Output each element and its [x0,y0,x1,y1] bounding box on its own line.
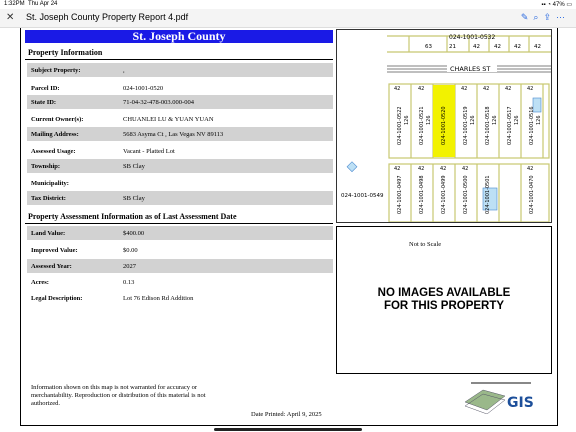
row-owner [27,112,333,126]
parcel-label: 024-1001-0516 [529,106,535,145]
toolbar-icons [521,12,570,23]
row-value: $0.00 [123,247,138,254]
document-title: St. Joseph County Property Report 4.pdf [26,12,189,22]
row-value: 0.13 [123,279,135,286]
row-label: Current Owner(s): [31,116,84,123]
frontage-label: 42 [505,86,512,92]
lot-label: 42 [494,44,501,50]
row-label: Township: [31,163,61,170]
gis-logo-graphic [461,380,541,414]
row-value: 024-1001-0520 [123,85,164,92]
row-value: Vacant - Platted Lot [123,148,175,155]
row-state-id [27,95,333,109]
row-acres [27,275,333,289]
parcel-label: 024-1001-0500 [463,175,469,214]
row-value: SB Clay [123,163,145,170]
report-page [20,28,558,426]
clock: 1:32PM [4,1,25,7]
row-value: Lot 76 Edison Rd Addition [123,295,194,302]
depth-label: 126 [514,115,520,125]
frontage-label: 42 [527,166,534,172]
status-bar [0,0,576,9]
top-parcel-label: 024-1001-0532 [449,34,496,41]
row-mailing-address [27,127,333,141]
search-icon[interactable]: ⌕ [533,12,544,22]
row-label: Tax District: [31,195,66,202]
row-parcel-id [27,81,333,95]
parcel-label: 024-1001-0520 [441,106,447,145]
lot-label: 21 [449,44,456,50]
more-icon[interactable]: ⋯ [556,12,570,22]
row-label: Acres: [31,279,49,286]
lot-label: 63 [425,44,432,50]
scale-note: Not to Scale [409,241,442,248]
logo-text: GIS [507,395,534,411]
row-value: SB Clay [123,195,145,202]
lot-label: 42 [514,44,521,50]
date-printed: Date Printed: April 9, 2025 [251,411,322,418]
no-images-panel [336,226,552,374]
depth-label: 126 [536,115,542,125]
date: Thu Apr 24 [28,1,58,7]
row-land-value [27,226,333,240]
frontage-label: 42 [440,166,447,172]
row-label: Mailing Address: [31,131,79,138]
frontage-label: 42 [418,86,425,92]
parcel-label: 024-1001-0518 [485,106,491,145]
depth-label: 126 [492,115,498,125]
row-label: Legal Description: [31,295,83,302]
status-indicators: ▪▪ ◔ 47% ▭ [541,2,572,8]
depth-label: 126 [404,115,410,125]
row-tax-district [27,191,333,205]
parcel-label: 024-1001-0470 [529,175,535,214]
parcel-label: 024-1001-0517 [507,106,513,145]
status-time [4,1,57,7]
battery-level: 47% [552,2,565,8]
logo-map-layer [465,390,505,410]
parcel-label: 024-1001-0519 [463,106,469,145]
row-municipality [27,176,333,190]
lot-label: 42 [534,44,541,50]
row-label: Improved Value: [31,247,78,254]
row-legal-description [27,291,333,305]
frontage-label: 42 [461,86,468,92]
parcel-label: 024-1001-0497 [397,175,403,214]
depth-label: 126 [470,115,476,125]
close-icon[interactable]: ✕ [6,12,15,23]
frontage-label: 42 [418,166,425,172]
row-label: Subject Property: [31,67,81,74]
no-images-line1: NO IMAGES AVAILABLE [377,287,511,299]
parcel-map-drawing [337,30,551,222]
home-indicator[interactable] [214,428,362,431]
row-value: , [123,67,125,74]
row-value: $400.00 [123,230,145,237]
frontage-label: 42 [394,86,401,92]
row-assessed-year [27,259,333,273]
assessment-heading: Property Assessment Information as of Last Assessment Date [28,212,237,221]
row-value: 71-04-32-478-003.000-004 [123,99,194,106]
markup-icon[interactable]: ✎ [520,12,534,22]
parcel-label: 024-1001-0522 [397,106,403,145]
frontage-label: 42 [462,166,469,172]
parcel-label: 024-1001-0501 [485,175,491,214]
row-subject-property [27,63,333,77]
street-name: CHARLES ST [450,65,491,73]
parcel-map[interactable] [336,29,552,223]
share-icon[interactable]: ⇪ [543,12,556,22]
row-label: Assessed Usage: [31,148,76,155]
frontage-label: 42 [527,86,534,92]
row-improved-value [27,243,333,257]
frontage-label: 42 [483,86,490,92]
viewer-toolbar [0,9,576,28]
no-images-line2: FOR THIS PROPERTY [383,300,505,312]
frontage-label: 42 [394,166,401,172]
gis-logo [461,380,541,414]
row-label: Municipality: [31,180,69,187]
parcel-label: 024-1001-0549 [341,193,384,199]
parcel-label: 024-1001-0521 [419,106,425,145]
row-label: Assessed Year: [31,263,72,270]
divider [25,59,333,60]
structure-marker [347,162,357,172]
row-value: 5683 Asyma Ct , Las Vegas NV 89113 [123,131,224,138]
property-info-heading: Property Information [28,48,103,57]
row-value: 2027 [123,263,136,270]
divider [25,223,333,224]
depth-label: 126 [426,115,432,125]
parcel-label: 024-1001-0498 [419,175,425,214]
row-label: Land Value: [31,230,66,237]
logo-header-line [471,382,531,384]
row-township [27,159,333,173]
row-value: CHUANLEI LU & YUAN YUAN [123,116,214,123]
lot-label: 42 [473,44,480,50]
disclaimer-text: Information shown on this map is not warranted for accuracy or merchantability. Reproduction or distribution of this material is not authorized. [31,384,206,407]
row-label: Parcel ID: [31,85,60,92]
row-assessed-usage [27,144,333,158]
parcel-label: 024-1001-0499 [441,175,447,214]
county-banner: St. Joseph County [25,30,333,43]
page-bottom-border [21,425,557,426]
row-label: State ID: [31,99,57,106]
